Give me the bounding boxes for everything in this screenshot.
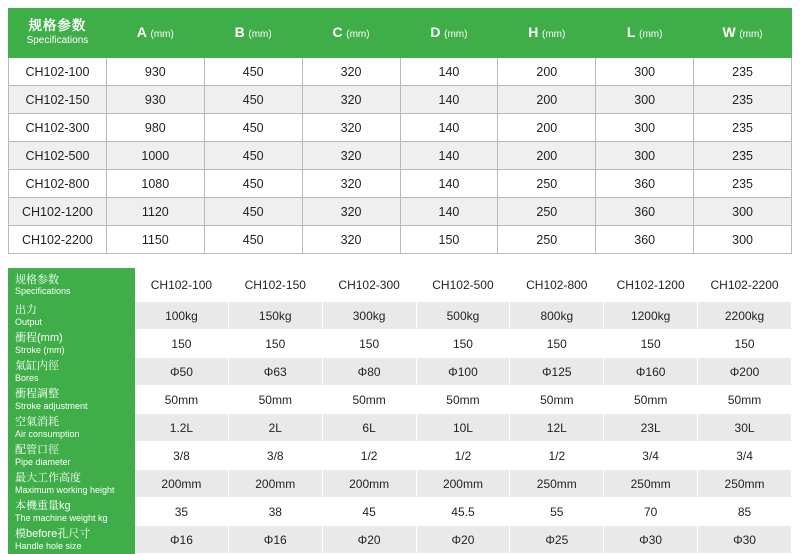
row-label-max-working-height: 最大工作高度 Maximum working height (9, 470, 135, 498)
cell-value: Φ200 (698, 358, 792, 386)
row-model: CH102-150 (9, 86, 107, 114)
cell-value: 23L (604, 414, 698, 442)
cell-b: 450 (204, 170, 302, 198)
cell-value: 2L (228, 414, 322, 442)
row-model: CH102-300 (9, 114, 107, 142)
column-header-d: D (mm) (400, 9, 498, 58)
cell-value: 50mm (604, 386, 698, 414)
cell-value: Φ160 (604, 358, 698, 386)
cell-c: 320 (302, 142, 400, 170)
cell-h: 250 (498, 170, 596, 198)
cell-value: Φ80 (322, 358, 416, 386)
cell-value: Φ50 (135, 358, 229, 386)
table-row (9, 526, 792, 554)
column-header-model-4: CH102-500 (416, 269, 510, 302)
column-header-model-2: CH102-150 (228, 269, 322, 302)
row-label-air-consumption: 空氣消耗 Air consumption (9, 414, 135, 442)
cell-value: 50mm (228, 386, 322, 414)
cell-h: 200 (498, 86, 596, 114)
cell-value: 50mm (135, 386, 229, 414)
cell-value: 200mm (228, 470, 322, 498)
row-label-handle-hole-size: 模before孔尺寸 Handle hole size (9, 526, 135, 554)
cell-l: 300 (596, 114, 694, 142)
column-header-l: L (mm) (596, 9, 694, 58)
cell-b: 450 (204, 198, 302, 226)
cell-value: 150 (510, 330, 604, 358)
cell-c: 320 (302, 114, 400, 142)
table-row (9, 498, 792, 526)
cell-value: 2200kg (698, 302, 792, 330)
cell-value: 150 (135, 330, 229, 358)
cell-value: Φ63 (228, 358, 322, 386)
cell-value: Φ30 (698, 526, 792, 554)
row-model: CH102-800 (9, 170, 107, 198)
cell-l: 300 (596, 142, 694, 170)
row-model: CH102-100 (9, 58, 107, 86)
cell-value: 500kg (416, 302, 510, 330)
cell-c: 320 (302, 226, 400, 254)
cell-value: Φ20 (322, 526, 416, 554)
cell-value: 38 (228, 498, 322, 526)
cell-c: 320 (302, 86, 400, 114)
cell-value: 150 (698, 330, 792, 358)
column-header-model-5: CH102-800 (510, 269, 604, 302)
cell-value: 150 (416, 330, 510, 358)
cell-value: 200mm (322, 470, 416, 498)
table-row (9, 470, 792, 498)
column-header-b: B (mm) (204, 9, 302, 58)
cell-b: 450 (204, 86, 302, 114)
column-header-h: H (mm) (498, 9, 596, 58)
column-header-w: W (mm) (694, 9, 792, 58)
table-header-row (9, 9, 792, 58)
cell-value: 3/8 (135, 442, 229, 470)
cell-value: 150 (322, 330, 416, 358)
cell-value: 250mm (698, 470, 792, 498)
cell-value: 1.2L (135, 414, 229, 442)
column-header-model-1: CH102-100 (135, 269, 229, 302)
column-header-model-6: CH102-1200 (604, 269, 698, 302)
cell-value: 200mm (416, 470, 510, 498)
cell-a: 1080 (106, 170, 204, 198)
cell-d: 140 (400, 142, 498, 170)
cell-value: 45 (322, 498, 416, 526)
row-label-bores: 氣缸内徑 Bores (9, 358, 135, 386)
cell-c: 320 (302, 170, 400, 198)
table-row (9, 358, 792, 386)
cell-w: 300 (694, 198, 792, 226)
cell-value: Φ100 (416, 358, 510, 386)
cell-d: 140 (400, 58, 498, 86)
column-header-model-3: CH102-300 (322, 269, 416, 302)
cell-a: 930 (106, 86, 204, 114)
cell-value: Φ125 (510, 358, 604, 386)
cell-b: 450 (204, 114, 302, 142)
table-spacer (8, 254, 792, 268)
table-row (9, 114, 792, 142)
table-header-row (9, 269, 792, 302)
specification-table-head (9, 269, 792, 302)
cell-value: 150kg (228, 302, 322, 330)
cell-value: 3/8 (228, 442, 322, 470)
spec-header-label: 规格参数 Specifications (9, 269, 135, 302)
cell-value: Φ30 (604, 526, 698, 554)
cell-value: 150 (228, 330, 322, 358)
cell-a: 1000 (106, 142, 204, 170)
cell-c: 320 (302, 58, 400, 86)
cell-a: 1150 (106, 226, 204, 254)
specification-table (8, 268, 792, 554)
cell-l: 360 (596, 170, 694, 198)
cell-a: 980 (106, 114, 204, 142)
cell-value: 12L (510, 414, 604, 442)
cell-value: 300kg (322, 302, 416, 330)
cell-value: 85 (698, 498, 792, 526)
cell-value: Φ25 (510, 526, 604, 554)
cell-l: 360 (596, 198, 694, 226)
row-model: CH102-500 (9, 142, 107, 170)
cell-value: Φ16 (228, 526, 322, 554)
cell-h: 200 (498, 142, 596, 170)
cell-value: 250mm (604, 470, 698, 498)
table-row (9, 170, 792, 198)
cell-l: 300 (596, 58, 694, 86)
cell-value: 1/2 (510, 442, 604, 470)
cell-value: 3/4 (698, 442, 792, 470)
cell-value: 150 (604, 330, 698, 358)
column-header-model-7: CH102-2200 (698, 269, 792, 302)
cell-l: 300 (596, 86, 694, 114)
table-row (9, 226, 792, 254)
cell-d: 140 (400, 198, 498, 226)
cell-value: 55 (510, 498, 604, 526)
cell-value: 30L (698, 414, 792, 442)
table-row (9, 386, 792, 414)
cell-value: 50mm (510, 386, 604, 414)
cell-w: 235 (694, 114, 792, 142)
cell-value: 100kg (135, 302, 229, 330)
column-header-c: C (mm) (302, 9, 400, 58)
specification-table-body (9, 302, 792, 554)
cell-b: 450 (204, 142, 302, 170)
cell-d: 150 (400, 226, 498, 254)
cell-value: Φ16 (135, 526, 229, 554)
cell-value: 1/2 (322, 442, 416, 470)
column-header-specifications (9, 9, 107, 58)
table-row (9, 414, 792, 442)
spec-header-en: Specifications (26, 35, 89, 47)
cell-value: 800kg (510, 302, 604, 330)
cell-value: 45.5 (416, 498, 510, 526)
table-row (9, 302, 792, 330)
cell-value: 3/4 (604, 442, 698, 470)
cell-d: 140 (400, 170, 498, 198)
cell-value: 250mm (510, 470, 604, 498)
table-row (9, 58, 792, 86)
row-label-stroke: 衝程(mm) Stroke (mm) (9, 330, 135, 358)
cell-w: 235 (694, 142, 792, 170)
table-row (9, 142, 792, 170)
cell-value: 6L (322, 414, 416, 442)
cell-w: 300 (694, 226, 792, 254)
cell-value: 50mm (698, 386, 792, 414)
cell-value: 1/2 (416, 442, 510, 470)
dimension-table (8, 8, 792, 254)
cell-d: 140 (400, 114, 498, 142)
cell-w: 235 (694, 58, 792, 86)
cell-value: 10L (416, 414, 510, 442)
row-label-pipe-diameter: 配管口徑 Pipe diameter (9, 442, 135, 470)
row-model: CH102-2200 (9, 226, 107, 254)
cell-c: 320 (302, 198, 400, 226)
cell-h: 200 (498, 114, 596, 142)
row-label-machine-weight: 本機重量kg The machine weight kg (9, 498, 135, 526)
cell-l: 360 (596, 226, 694, 254)
cell-value: 70 (604, 498, 698, 526)
cell-value: 35 (135, 498, 229, 526)
table-row (9, 86, 792, 114)
cell-value: 200mm (135, 470, 229, 498)
dimension-table-head (9, 9, 792, 58)
cell-b: 450 (204, 58, 302, 86)
cell-h: 250 (498, 226, 596, 254)
cell-w: 235 (694, 170, 792, 198)
row-model: CH102-1200 (9, 198, 107, 226)
spec-header-cn: 规格参数 (28, 18, 87, 34)
cell-w: 235 (694, 86, 792, 114)
table-row (9, 330, 792, 358)
cell-h: 250 (498, 198, 596, 226)
column-header-a: A (mm) (106, 9, 204, 58)
cell-value: Φ20 (416, 526, 510, 554)
cell-value: 50mm (322, 386, 416, 414)
table-row (9, 442, 792, 470)
table-row (9, 198, 792, 226)
cell-d: 140 (400, 86, 498, 114)
cell-b: 450 (204, 226, 302, 254)
cell-a: 930 (106, 58, 204, 86)
row-label-stroke-adjustment: 衝程調整 Stroke adjustment (9, 386, 135, 414)
dimension-table-body (9, 58, 792, 254)
cell-value: 50mm (416, 386, 510, 414)
row-label-output: 出力 Output (9, 302, 135, 330)
cell-a: 1120 (106, 198, 204, 226)
cell-value: 1200kg (604, 302, 698, 330)
cell-h: 200 (498, 58, 596, 86)
